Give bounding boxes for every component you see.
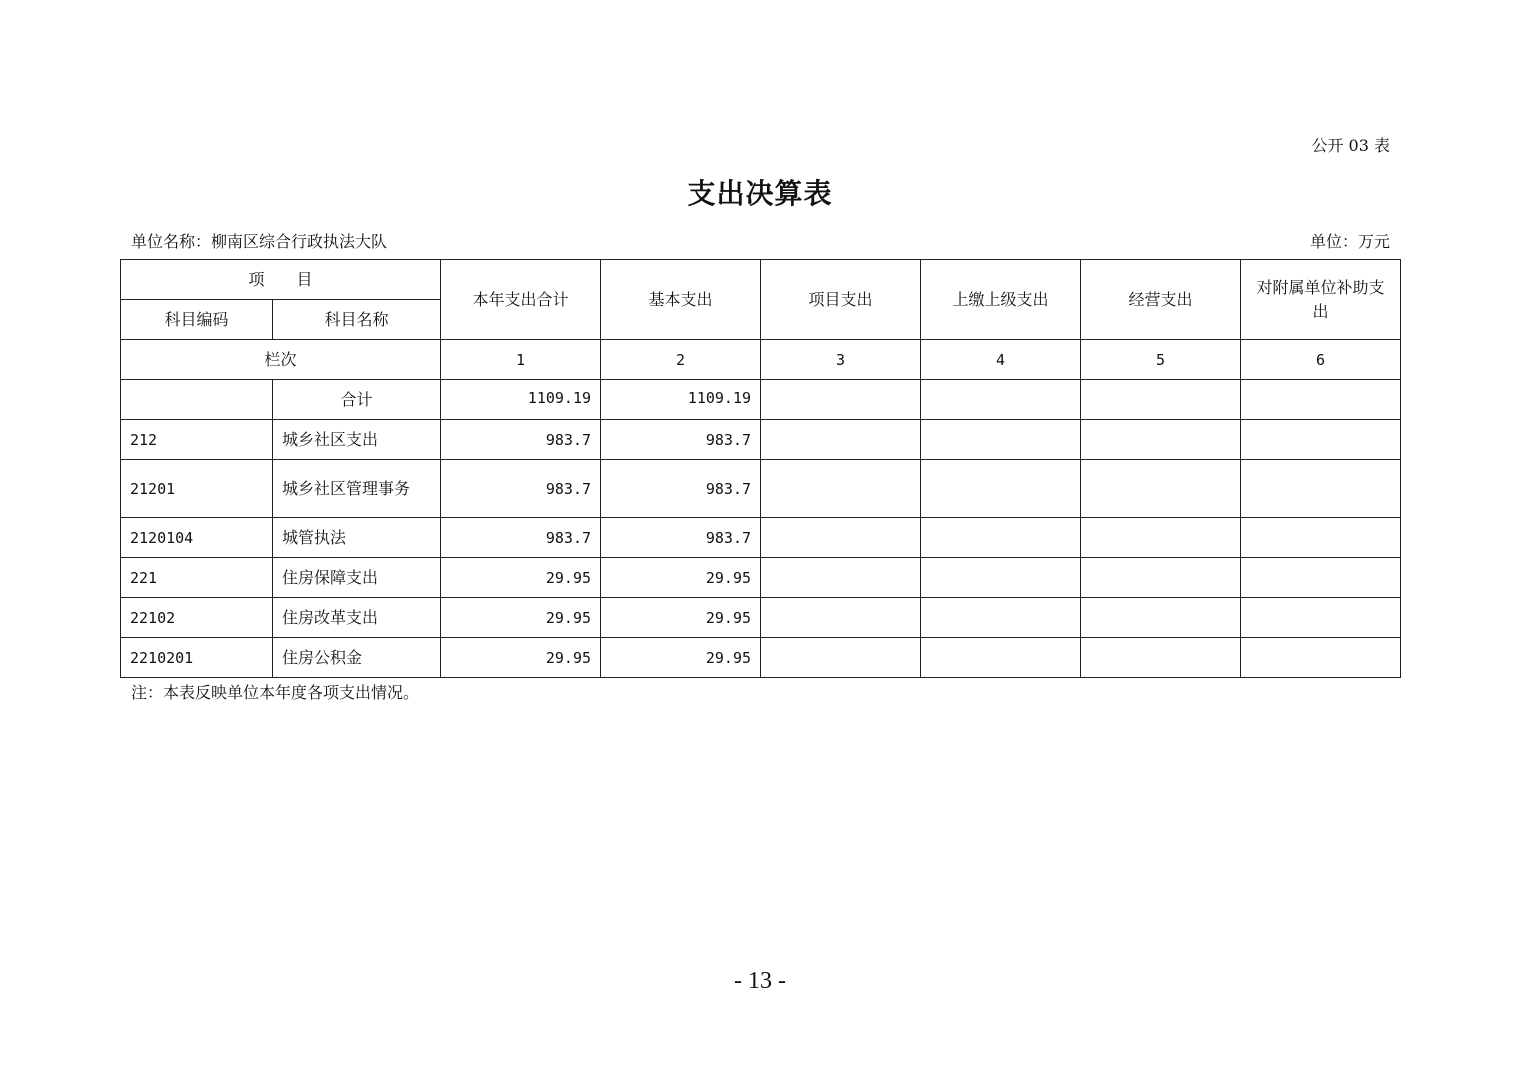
row-business <box>1081 598 1241 638</box>
table-note: 注：本表反映单位本年度各项支出情况。 <box>131 683 420 702</box>
row-project <box>761 558 921 598</box>
row-total: 983.7 <box>441 420 601 460</box>
table-row <box>121 598 1401 638</box>
total-upper <box>921 380 1081 420</box>
row-subsidy <box>1241 420 1401 460</box>
row-subsidy <box>1241 598 1401 638</box>
header-col-upper: 上缴上级支出 <box>921 260 1081 340</box>
header-col-business: 经营支出 <box>1081 260 1241 340</box>
row-project <box>761 420 921 460</box>
header-col-project: 项目支出 <box>761 260 921 340</box>
total-project <box>761 380 921 420</box>
total-code <box>121 380 273 420</box>
header-code: 科目编码 <box>121 300 273 340</box>
table-row <box>121 638 1401 678</box>
row-total: 29.95 <box>441 638 601 678</box>
index-cell: 1 <box>441 340 601 380</box>
total-subsidy <box>1241 380 1401 420</box>
total-row <box>121 380 1401 420</box>
row-code: 2120104 <box>121 518 273 558</box>
header-row <box>121 260 1401 300</box>
page-number: - 13 - <box>734 968 786 994</box>
row-name: 城乡社区支出 <box>273 420 441 460</box>
total-label: 合计 <box>273 380 441 420</box>
row-basic: 29.95 <box>601 598 761 638</box>
row-project <box>761 598 921 638</box>
row-code: 22102 <box>121 598 273 638</box>
table-row <box>121 420 1401 460</box>
row-upper <box>921 558 1081 598</box>
total-business <box>1081 380 1241 420</box>
row-basic: 29.95 <box>601 558 761 598</box>
table-row <box>121 460 1401 518</box>
row-project <box>761 518 921 558</box>
row-basic: 983.7 <box>601 420 761 460</box>
row-name: 住房改革支出 <box>273 598 441 638</box>
index-cell: 5 <box>1081 340 1241 380</box>
row-subsidy <box>1241 558 1401 598</box>
row-total: 983.7 <box>441 518 601 558</box>
unit-name: 单位名称：柳南区综合行政执法大队 <box>131 232 388 251</box>
row-name: 城管执法 <box>273 518 441 558</box>
unit-measure: 单位：万元 <box>1309 232 1390 251</box>
row-total: 29.95 <box>441 598 601 638</box>
header-col-total: 本年支出合计 <box>441 260 601 340</box>
row-upper <box>921 420 1081 460</box>
row-code: 21201 <box>121 460 273 518</box>
row-project <box>761 638 921 678</box>
row-total: 29.95 <box>441 558 601 598</box>
row-subsidy <box>1241 638 1401 678</box>
index-label: 栏次 <box>121 340 441 380</box>
index-row <box>121 340 1401 380</box>
index-cell: 2 <box>601 340 761 380</box>
row-business <box>1081 420 1241 460</box>
row-project <box>761 460 921 518</box>
row-basic: 983.7 <box>601 518 761 558</box>
row-total: 983.7 <box>441 460 601 518</box>
index-cell: 4 <box>921 340 1081 380</box>
header-col-basic: 基本支出 <box>601 260 761 340</box>
table-row <box>121 518 1401 558</box>
row-business <box>1081 558 1241 598</box>
index-cell: 3 <box>761 340 921 380</box>
header-col-subsidy: 对附属单位补助支出 <box>1241 260 1401 340</box>
row-upper <box>921 460 1081 518</box>
expenditure-table <box>120 259 1401 678</box>
row-upper <box>921 638 1081 678</box>
row-code: 212 <box>121 420 273 460</box>
row-upper <box>921 598 1081 638</box>
header-name: 科目名称 <box>273 300 441 340</box>
row-business <box>1081 518 1241 558</box>
page-title: 支出决算表 <box>687 177 833 210</box>
header-item: 项 目 <box>121 260 441 300</box>
row-name: 住房公积金 <box>273 638 441 678</box>
row-name: 住房保障支出 <box>273 558 441 598</box>
row-subsidy <box>1241 518 1401 558</box>
row-business <box>1081 638 1241 678</box>
row-code: 221 <box>121 558 273 598</box>
row-name: 城乡社区管理事务 <box>273 460 441 518</box>
row-business <box>1081 460 1241 518</box>
row-subsidy <box>1241 460 1401 518</box>
row-code: 2210201 <box>121 638 273 678</box>
row-basic: 29.95 <box>601 638 761 678</box>
table-row <box>121 558 1401 598</box>
row-upper <box>921 518 1081 558</box>
total-basic: 1109.19 <box>601 380 761 420</box>
row-basic: 983.7 <box>601 460 761 518</box>
index-cell: 6 <box>1241 340 1401 380</box>
total-value: 1109.19 <box>441 380 601 420</box>
form-number: 公开 03 表 <box>1311 136 1390 155</box>
